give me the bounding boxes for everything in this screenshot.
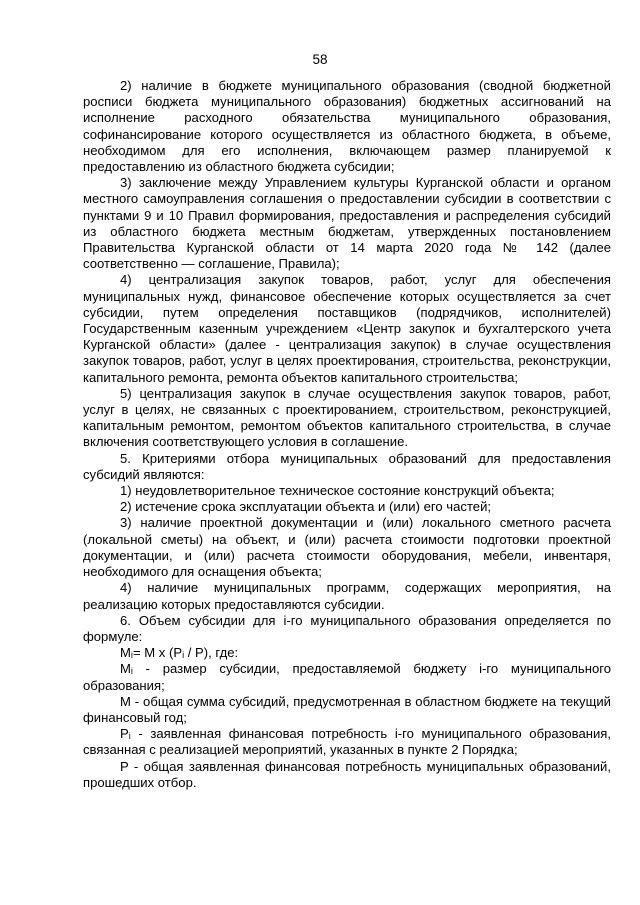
paragraph-item-5: 5) централизация закупок в случае осуществления закупок товаров, работ, услуг в целях, не связанных с проектированием, строительством, реконструкцией, капитальным ремонтом, ремонтом объектов капитального строительства, в случае включения соответствующего условия в соглашение. [83, 385, 611, 450]
paragraph-section-5: 5. Критериями отбора муниципальных образований для предоставления субсидий являются: [83, 450, 611, 482]
definition-mi: Mᵢ - размер субсидии, предоставляемой бюджету i-го муниципального образования; [83, 661, 611, 693]
paragraph-criterion-1: 1) неудовлетворительное техническое состояние конструкций объекта; [120, 483, 555, 499]
paragraph-item-3: 3) заключение между Управлением культуры Курганской области и органом местного самоуправления соглашения о предоставлении субсидии в соответствии с пунктами 9 и 10 Правил формирования, предоставления и распределения субсидий из областного бюджета местным бюджетам, утвержденных постановлением Правительства Курганской области от 14 марта 2020 года № 142 (далее соответственно — соглашение, Правила); [83, 175, 611, 272]
paragraph-section-6: 6. Объем субсидии для i-го муниципального образования определяется по формуле: [83, 612, 611, 644]
paragraph-item-2: 2) наличие в бюджете муниципального образования (сводной бюджетной росписи бюджета муниципального образования) бюджетных ассигнований на исполнение расходного обязательства муниципального образования, софинансирование которого осуществляется из областного бюджета, в объеме, необходимом для его исполнения, включающем размер планируемой к предоставлению из областного бюджета субсидии; [83, 78, 611, 175]
paragraph-criterion-3: 3) наличие проектной документации и (или) локального сметного расчета (локальной сметы) на объект, и (или) расчета стоимости подготовки проектной документации, и (или) расчета стоимости оборудования, мебели, инвентаря, необходимого для оснащения объекта; [83, 515, 611, 580]
paragraph-criterion-4: 4) наличие муниципальных программ, содержащих мероприятия, на реализацию которых предоставляются субсидии. [83, 580, 611, 612]
definition-m: M - общая сумма субсидий, предусмотренная в областном бюджете на текущий финансовый год; [83, 693, 611, 725]
formula: Mᵢ= M x (Pᵢ / P), где: [120, 645, 239, 661]
paragraph-criterion-2: 2) истечение срока эксплуатации объекта и (или) его частей; [120, 499, 492, 515]
paragraph-item-4: 4) централизация закупок товаров, работ, услуг для обеспечения муниципальных нужд, финансовое обеспечение которых осуществляется за счет субсидии, путем определения поставщиков (подрядчиков, исполнителей) Государственным казенным учреждением «Центр закупок и бухгалтерского учета Курганской области» (далее - централизация закупок) в случае осуществления закупок товаров, работ, услуг в целях проектирования, строительства, реконструкции, капитального ремонта, ремонта объектов капитального строительства; [83, 272, 611, 385]
definition-pi: Pᵢ - заявленная финансовая потребность i-го муниципального образования, связанная с реализацией мероприятий, указанных в пункте 2 Порядка; [83, 726, 611, 758]
document-body [83, 78, 611, 791]
definition-p: P - общая заявленная финансовая потребность муниципальных образований, прошедших отбор. [83, 758, 611, 790]
page-number: 58 [312, 52, 328, 67]
